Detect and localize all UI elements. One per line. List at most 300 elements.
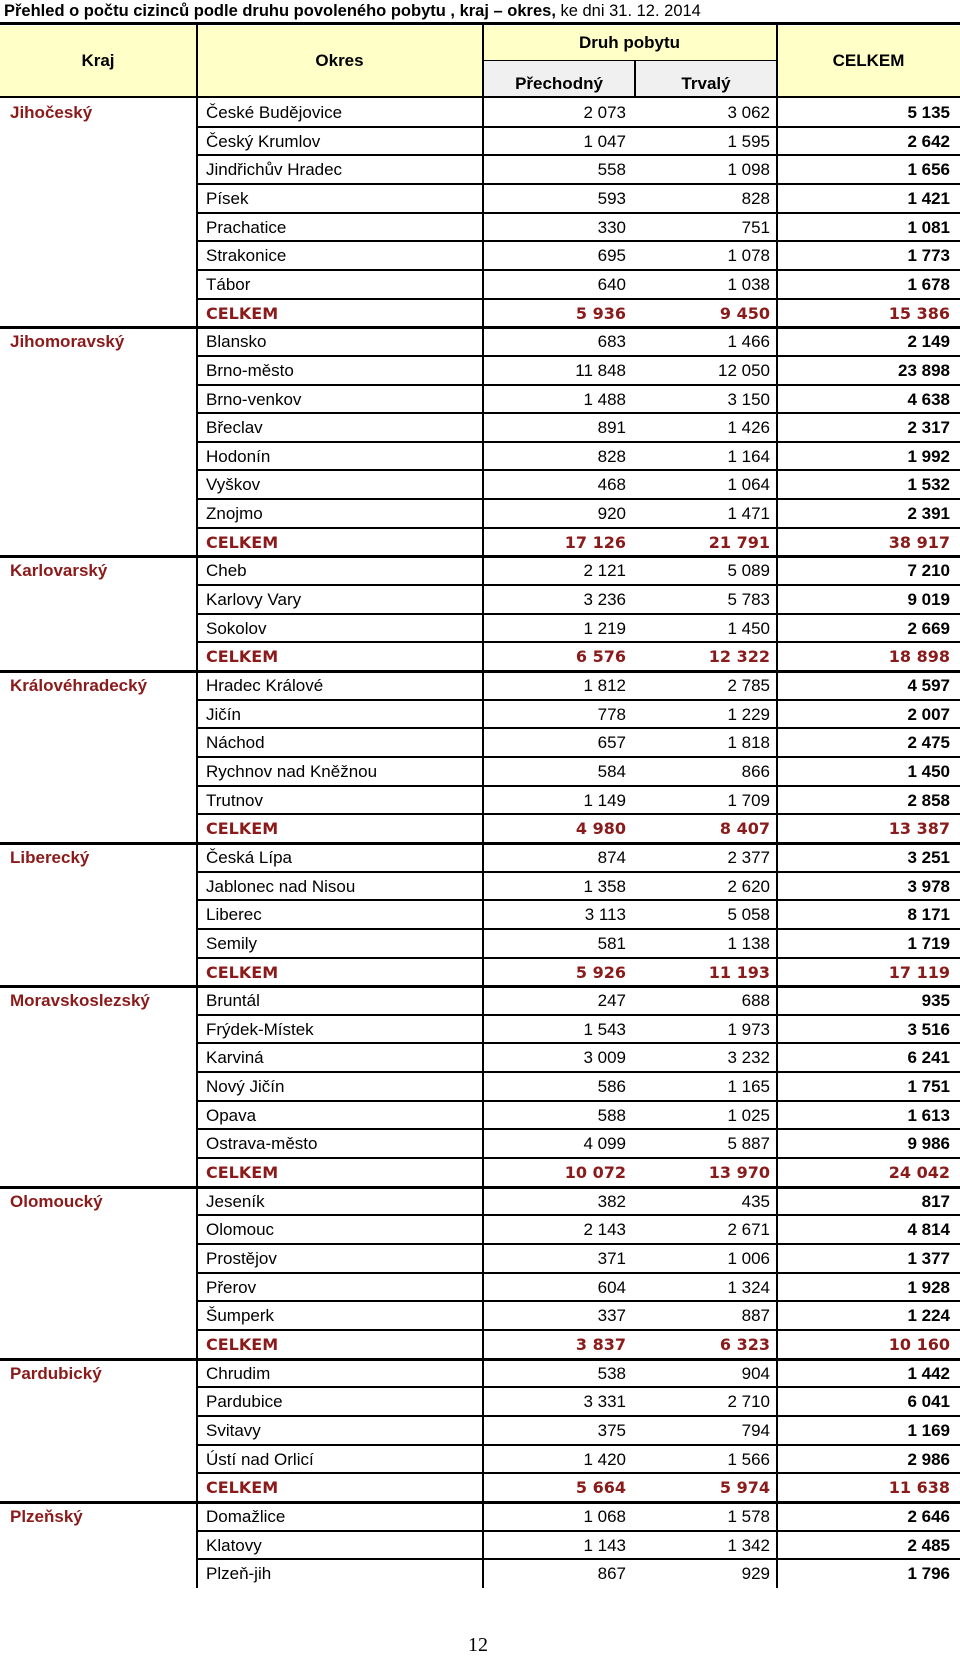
celkem-cell: 9 986 bbox=[907, 1134, 950, 1153]
page-title bbox=[4, 2, 701, 21]
okres-cell: Jablonec nad Nisou bbox=[206, 877, 356, 896]
trvaly-cell: 1 006 bbox=[727, 1249, 770, 1268]
celkem-cell: 18 898 bbox=[888, 647, 950, 666]
kraj-cell: Olomoucký bbox=[10, 1192, 103, 1211]
prechodny-cell: 337 bbox=[597, 1306, 626, 1325]
celkem-cell: 15 386 bbox=[888, 304, 950, 323]
celkem-cell: 1 678 bbox=[907, 275, 950, 294]
trvaly-cell: 1 471 bbox=[727, 504, 770, 523]
prechodny-cell: 867 bbox=[597, 1564, 626, 1583]
table-row bbox=[0, 327, 960, 355]
okres-cell: Ústí nad Orlicí bbox=[206, 1450, 314, 1469]
trvaly-cell: 8 407 bbox=[719, 819, 770, 838]
okres-cell: CELKEM bbox=[206, 819, 279, 838]
celkem-cell: 2 642 bbox=[907, 132, 950, 151]
total-row bbox=[0, 642, 960, 670]
row-divider bbox=[196, 240, 960, 242]
celkem-cell: 1 751 bbox=[907, 1077, 950, 1096]
row-divider bbox=[196, 1386, 960, 1388]
table-row bbox=[0, 442, 960, 470]
table-row bbox=[0, 356, 960, 384]
kraj-cell: Královéhradecký bbox=[10, 676, 148, 695]
table-row bbox=[0, 1101, 960, 1129]
okres-cell: Tábor bbox=[206, 275, 251, 294]
celkem-cell: 1 169 bbox=[907, 1421, 950, 1440]
okres-cell: Brno-město bbox=[206, 361, 294, 380]
table-row bbox=[0, 671, 960, 699]
trvaly-cell: 1 078 bbox=[727, 246, 770, 265]
row-divider bbox=[196, 928, 960, 930]
prechodny-cell: 1 420 bbox=[583, 1450, 626, 1469]
trvaly-cell: 887 bbox=[741, 1306, 770, 1325]
header-trvaly: Trvalý bbox=[636, 60, 776, 96]
row-divider bbox=[196, 1272, 960, 1274]
row-divider bbox=[196, 1415, 960, 1417]
okres-cell: Vyškov bbox=[206, 475, 261, 494]
table-row bbox=[0, 470, 960, 498]
celkem-cell: 1 081 bbox=[907, 218, 950, 237]
table-row bbox=[0, 1359, 960, 1387]
okres-cell: Klatovy bbox=[206, 1536, 262, 1555]
prechodny-cell: 1 219 bbox=[583, 619, 626, 638]
prechodny-cell: 382 bbox=[597, 1192, 626, 1211]
okres-cell: Domažlice bbox=[206, 1507, 286, 1526]
row-divider bbox=[196, 641, 960, 643]
trvaly-cell: 1 025 bbox=[727, 1106, 770, 1125]
trvaly-cell: 866 bbox=[741, 762, 770, 781]
okres-cell: Nový Jičín bbox=[206, 1077, 285, 1096]
table-row bbox=[0, 728, 960, 756]
table-row bbox=[0, 127, 960, 155]
prechodny-cell: 1 488 bbox=[583, 390, 626, 409]
prechodny-cell: 891 bbox=[597, 418, 626, 437]
title-main: Přehled o počtu cizinců podle druhu povoleného pobytu , kraj – okres, bbox=[4, 2, 556, 20]
okres-cell: Jičín bbox=[206, 705, 241, 724]
table-row bbox=[0, 843, 960, 871]
prechodny-cell: 593 bbox=[597, 189, 626, 208]
row-divider bbox=[196, 1214, 960, 1216]
celkem-cell: 1 773 bbox=[907, 246, 950, 265]
table-row bbox=[0, 385, 960, 413]
trvaly-cell: 904 bbox=[741, 1364, 770, 1383]
okres-cell: Cheb bbox=[206, 561, 247, 580]
prechodny-cell: 1 812 bbox=[583, 676, 626, 695]
kraj-cell: Jihočeský bbox=[10, 103, 93, 122]
prechodny-cell: 778 bbox=[597, 705, 626, 724]
table-row bbox=[0, 1273, 960, 1301]
row-divider bbox=[0, 1501, 960, 1504]
table-row bbox=[0, 556, 960, 584]
celkem-cell: 11 638 bbox=[888, 1478, 950, 1497]
trvaly-cell: 21 791 bbox=[708, 533, 770, 552]
trvaly-cell: 3 062 bbox=[727, 103, 770, 122]
okres-cell: Frýdek-Místek bbox=[206, 1020, 314, 1039]
celkem-cell: 1 992 bbox=[907, 447, 950, 466]
okres-cell: Jindřichův Hradec bbox=[206, 160, 343, 179]
total-row bbox=[0, 1473, 960, 1501]
prechodny-cell: 828 bbox=[597, 447, 626, 466]
prechodny-cell: 2 073 bbox=[583, 103, 626, 122]
prechodny-cell: 375 bbox=[597, 1421, 626, 1440]
prechodny-cell: 468 bbox=[597, 475, 626, 494]
trvaly-cell: 751 bbox=[741, 218, 770, 237]
prechodny-cell: 1 068 bbox=[583, 1507, 626, 1526]
celkem-cell: 2 646 bbox=[907, 1507, 950, 1526]
prechodny-cell: 695 bbox=[597, 246, 626, 265]
header-bottom-rule bbox=[0, 96, 960, 98]
table-row bbox=[0, 986, 960, 1014]
trvaly-cell: 1 566 bbox=[727, 1450, 770, 1469]
okres-cell: Jeseník bbox=[206, 1192, 265, 1211]
okres-cell: CELKEM bbox=[206, 1478, 279, 1497]
table-row bbox=[0, 413, 960, 441]
page-number: 12 bbox=[468, 1634, 488, 1656]
okres-cell: Blansko bbox=[206, 332, 267, 351]
prechodny-cell: 2 121 bbox=[583, 561, 626, 580]
okres-cell: Plzeň-jih bbox=[206, 1564, 272, 1583]
row-divider bbox=[196, 1100, 960, 1102]
celkem-cell: 13 387 bbox=[888, 819, 950, 838]
celkem-cell: 1 719 bbox=[907, 934, 950, 953]
okres-cell: Přerov bbox=[206, 1278, 257, 1297]
okres-cell: Hodonín bbox=[206, 447, 271, 466]
trvaly-cell: 1 709 bbox=[727, 791, 770, 810]
okres-cell: Trutnov bbox=[206, 791, 264, 810]
prechodny-cell: 683 bbox=[597, 332, 626, 351]
table-row bbox=[0, 1445, 960, 1473]
okres-cell: Ostrava-město bbox=[206, 1134, 318, 1153]
table-row bbox=[0, 155, 960, 183]
celkem-cell: 10 160 bbox=[888, 1335, 950, 1354]
table-row bbox=[0, 1531, 960, 1559]
celkem-cell: 5 135 bbox=[907, 103, 950, 122]
celkem-cell: 38 917 bbox=[888, 533, 950, 552]
table-row bbox=[0, 1502, 960, 1530]
row-divider bbox=[196, 871, 960, 873]
okres-cell: Sokolov bbox=[206, 619, 267, 638]
prechodny-cell: 5 926 bbox=[575, 963, 626, 982]
prechodny-cell: 1 358 bbox=[583, 877, 626, 896]
prechodny-cell: 538 bbox=[597, 1364, 626, 1383]
table-row bbox=[0, 270, 960, 298]
header-top-rule bbox=[0, 22, 960, 25]
okres-cell: Opava bbox=[206, 1106, 257, 1125]
table-row bbox=[0, 614, 960, 642]
trvaly-cell: 1 038 bbox=[727, 275, 770, 294]
okres-cell: Prostějov bbox=[206, 1249, 277, 1268]
header-druh-pobytu: Druh pobytu bbox=[483, 26, 776, 60]
trvaly-cell: 1 229 bbox=[727, 705, 770, 724]
okres-cell: Břeclav bbox=[206, 418, 263, 437]
row-divider bbox=[196, 412, 960, 414]
celkem-cell: 1 532 bbox=[907, 475, 950, 494]
celkem-cell: 1 613 bbox=[907, 1106, 950, 1125]
prechodny-cell: 5 936 bbox=[575, 304, 626, 323]
okres-cell: České Budějovice bbox=[206, 103, 343, 122]
celkem-cell: 2 317 bbox=[907, 418, 950, 437]
trvaly-cell: 5 783 bbox=[727, 590, 770, 609]
row-divider bbox=[0, 1186, 960, 1189]
row-divider bbox=[196, 1071, 960, 1073]
table-row bbox=[0, 1244, 960, 1272]
trvaly-cell: 1 324 bbox=[727, 1278, 770, 1297]
total-row bbox=[0, 958, 960, 986]
prechodny-cell: 604 bbox=[597, 1278, 626, 1297]
row-divider bbox=[196, 699, 960, 701]
prechodny-cell: 1 543 bbox=[583, 1020, 626, 1039]
celkem-cell: 8 171 bbox=[907, 905, 950, 924]
row-divider bbox=[0, 842, 960, 845]
row-divider bbox=[0, 555, 960, 558]
okres-cell: Strakonice bbox=[206, 246, 287, 265]
row-divider bbox=[196, 441, 960, 443]
prechodny-cell: 584 bbox=[597, 762, 626, 781]
celkem-cell: 1 421 bbox=[907, 189, 950, 208]
kraj-cell: Pardubický bbox=[10, 1364, 102, 1383]
table-row bbox=[0, 786, 960, 814]
row-divider bbox=[196, 1329, 960, 1331]
table-row bbox=[0, 1301, 960, 1329]
okres-cell: Náchod bbox=[206, 733, 265, 752]
table-row bbox=[0, 1043, 960, 1071]
total-row bbox=[0, 528, 960, 556]
trvaly-cell: 794 bbox=[741, 1421, 770, 1440]
trvaly-cell: 13 970 bbox=[708, 1163, 770, 1182]
col-divider bbox=[196, 24, 198, 1588]
row-divider bbox=[0, 326, 960, 329]
okres-cell: Semily bbox=[206, 934, 258, 953]
celkem-cell: 935 bbox=[921, 991, 950, 1010]
okres-cell: CELKEM bbox=[206, 963, 279, 982]
table-row bbox=[0, 1559, 960, 1587]
prechodny-cell: 17 126 bbox=[564, 533, 626, 552]
table-row bbox=[0, 499, 960, 527]
row-divider bbox=[196, 498, 960, 500]
okres-cell: CELKEM bbox=[206, 533, 279, 552]
celkem-cell: 6 241 bbox=[907, 1048, 950, 1067]
row-divider bbox=[0, 985, 960, 988]
row-divider bbox=[196, 384, 960, 386]
trvaly-cell: 1 450 bbox=[727, 619, 770, 638]
row-divider bbox=[196, 957, 960, 959]
table-row bbox=[0, 1129, 960, 1157]
header-mid-rule bbox=[483, 60, 776, 61]
okres-cell: Chrudim bbox=[206, 1364, 271, 1383]
row-divider bbox=[196, 1128, 960, 1130]
okres-cell: Karlovy Vary bbox=[206, 590, 302, 609]
prechodny-cell: 586 bbox=[597, 1077, 626, 1096]
header-prechodny: Přechodný bbox=[483, 60, 635, 96]
trvaly-cell: 929 bbox=[741, 1564, 770, 1583]
celkem-cell: 3 516 bbox=[907, 1020, 950, 1039]
trvaly-cell: 2 377 bbox=[727, 848, 770, 867]
celkem-cell: 2 475 bbox=[907, 733, 950, 752]
header-okres: Okres bbox=[197, 26, 482, 96]
celkem-cell: 24 042 bbox=[888, 1163, 950, 1182]
trvaly-cell: 5 974 bbox=[719, 1478, 770, 1497]
trvaly-cell: 828 bbox=[741, 189, 770, 208]
prechodny-cell: 3 113 bbox=[584, 905, 626, 924]
trvaly-cell: 1 164 bbox=[727, 447, 770, 466]
celkem-cell: 2 669 bbox=[907, 619, 950, 638]
okres-cell: CELKEM bbox=[206, 647, 279, 666]
okres-cell: Znojmo bbox=[206, 504, 263, 523]
row-divider bbox=[196, 154, 960, 156]
title-date: ke dni 31. 12. 2014 bbox=[555, 2, 701, 20]
celkem-cell: 2 485 bbox=[907, 1536, 950, 1555]
prechodny-cell: 247 bbox=[597, 991, 626, 1010]
trvaly-cell: 2 671 bbox=[727, 1220, 770, 1239]
prechodny-cell: 4 980 bbox=[575, 819, 626, 838]
row-divider bbox=[196, 1243, 960, 1245]
row-divider bbox=[196, 1558, 960, 1560]
table-row bbox=[0, 700, 960, 728]
trvaly-cell: 11 193 bbox=[708, 963, 770, 982]
row-divider bbox=[196, 1300, 960, 1302]
prechodny-cell: 1 047 bbox=[583, 132, 626, 151]
trvaly-cell: 6 323 bbox=[719, 1335, 770, 1354]
okres-cell: Písek bbox=[206, 189, 249, 208]
table-row bbox=[0, 1072, 960, 1100]
trvaly-cell: 9 450 bbox=[719, 304, 770, 323]
celkem-cell: 3 251 bbox=[907, 848, 950, 867]
header-celkem: CELKEM bbox=[777, 26, 960, 96]
row-divider bbox=[196, 1014, 960, 1016]
trvaly-cell: 1 466 bbox=[727, 332, 770, 351]
okres-cell: Rychnov nad Kněžnou bbox=[206, 762, 378, 781]
prechodny-cell: 874 bbox=[597, 848, 626, 867]
okres-cell: Český Krumlov bbox=[206, 132, 321, 151]
table-row bbox=[0, 184, 960, 212]
total-row bbox=[0, 1330, 960, 1358]
celkem-cell: 4 597 bbox=[907, 676, 950, 695]
prechodny-cell: 371 bbox=[597, 1249, 626, 1268]
prechodny-cell: 5 664 bbox=[575, 1478, 626, 1497]
trvaly-cell: 1 818 bbox=[727, 733, 770, 752]
okres-cell: Pardubice bbox=[206, 1392, 283, 1411]
trvaly-cell: 12 322 bbox=[708, 647, 770, 666]
row-divider bbox=[196, 756, 960, 758]
okres-cell: CELKEM bbox=[206, 1163, 279, 1182]
prechodny-cell: 6 576 bbox=[575, 647, 626, 666]
celkem-cell: 6 041 bbox=[907, 1392, 950, 1411]
trvaly-cell: 3 150 bbox=[727, 390, 770, 409]
celkem-cell: 17 119 bbox=[888, 963, 950, 982]
prechodny-cell: 657 bbox=[597, 733, 626, 752]
okres-cell: Šumperk bbox=[206, 1306, 275, 1325]
row-divider bbox=[0, 1358, 960, 1361]
celkem-cell: 1 442 bbox=[907, 1364, 950, 1383]
okres-cell: Bruntál bbox=[206, 991, 260, 1010]
okres-cell: Karviná bbox=[206, 1048, 264, 1067]
kraj-cell: Liberecký bbox=[10, 848, 90, 867]
table-row bbox=[0, 757, 960, 785]
prechodny-cell: 581 bbox=[597, 934, 626, 953]
row-divider bbox=[196, 584, 960, 586]
trvaly-cell: 5 887 bbox=[727, 1134, 770, 1153]
table-row bbox=[0, 872, 960, 900]
prechodny-cell: 1 149 bbox=[583, 791, 626, 810]
row-divider bbox=[196, 1042, 960, 1044]
col-divider bbox=[634, 60, 636, 98]
prechodny-cell: 3 331 bbox=[583, 1392, 626, 1411]
trvaly-cell: 435 bbox=[741, 1192, 770, 1211]
row-divider bbox=[196, 269, 960, 271]
trvaly-cell: 1 138 bbox=[727, 934, 770, 953]
trvaly-cell: 2 710 bbox=[727, 1392, 770, 1411]
row-divider bbox=[196, 899, 960, 901]
prechodny-cell: 1 143 bbox=[583, 1536, 626, 1555]
celkem-cell: 1 656 bbox=[907, 160, 950, 179]
row-divider bbox=[196, 212, 960, 214]
celkem-cell: 1 450 bbox=[907, 762, 950, 781]
table-row bbox=[0, 1416, 960, 1444]
celkem-cell: 2 149 bbox=[907, 332, 950, 351]
row-divider bbox=[196, 727, 960, 729]
kraj-cell: Moravskoslezský bbox=[10, 991, 150, 1010]
row-divider bbox=[196, 126, 960, 128]
celkem-cell: 4 638 bbox=[907, 390, 950, 409]
table-row bbox=[0, 98, 960, 126]
trvaly-cell: 12 050 bbox=[718, 361, 770, 380]
trvaly-cell: 688 bbox=[741, 991, 770, 1010]
row-divider bbox=[196, 183, 960, 185]
okres-cell: Prachatice bbox=[206, 218, 287, 237]
prechodny-cell: 3 837 bbox=[575, 1335, 626, 1354]
row-divider bbox=[196, 1530, 960, 1532]
trvaly-cell: 1 973 bbox=[727, 1020, 770, 1039]
table-row bbox=[0, 585, 960, 613]
trvaly-cell: 3 232 bbox=[727, 1048, 770, 1067]
table-row bbox=[0, 1387, 960, 1415]
trvaly-cell: 2 785 bbox=[727, 676, 770, 695]
table-row bbox=[0, 1015, 960, 1043]
prechodny-cell: 3 009 bbox=[583, 1048, 626, 1067]
kraj-cell: Plzeňský bbox=[10, 1507, 83, 1526]
row-divider bbox=[196, 355, 960, 357]
table-row bbox=[0, 1215, 960, 1243]
prechodny-cell: 3 236 bbox=[583, 590, 626, 609]
trvaly-cell: 1 426 bbox=[727, 418, 770, 437]
trvaly-cell: 5 089 bbox=[727, 561, 770, 580]
row-divider bbox=[0, 670, 960, 673]
row-divider bbox=[196, 527, 960, 529]
celkem-cell: 1 928 bbox=[907, 1278, 950, 1297]
okres-cell: Brno-venkov bbox=[206, 390, 302, 409]
okres-cell: Olomouc bbox=[206, 1220, 275, 1239]
okres-cell: Hradec Králové bbox=[206, 676, 324, 695]
celkem-cell: 817 bbox=[921, 1192, 950, 1211]
row-divider bbox=[196, 469, 960, 471]
celkem-cell: 2 986 bbox=[907, 1450, 950, 1469]
trvaly-cell: 1 064 bbox=[727, 475, 770, 494]
prechodny-cell: 11 848 bbox=[575, 361, 626, 380]
total-row bbox=[0, 299, 960, 327]
okres-cell: CELKEM bbox=[206, 304, 279, 323]
row-divider bbox=[196, 1472, 960, 1474]
celkem-cell: 4 814 bbox=[907, 1220, 950, 1239]
celkem-cell: 9 019 bbox=[907, 590, 950, 609]
kraj-cell: Jihomoravský bbox=[10, 332, 125, 351]
kraj-cell: Karlovarský bbox=[10, 561, 108, 580]
trvaly-cell: 1 165 bbox=[727, 1077, 770, 1096]
trvaly-cell: 1 595 bbox=[727, 132, 770, 151]
header-kraj: Kraj bbox=[0, 26, 196, 96]
prechodny-cell: 4 099 bbox=[583, 1134, 626, 1153]
celkem-cell: 2 858 bbox=[907, 791, 950, 810]
celkem-cell: 23 898 bbox=[898, 361, 950, 380]
trvaly-cell: 5 058 bbox=[727, 905, 770, 924]
